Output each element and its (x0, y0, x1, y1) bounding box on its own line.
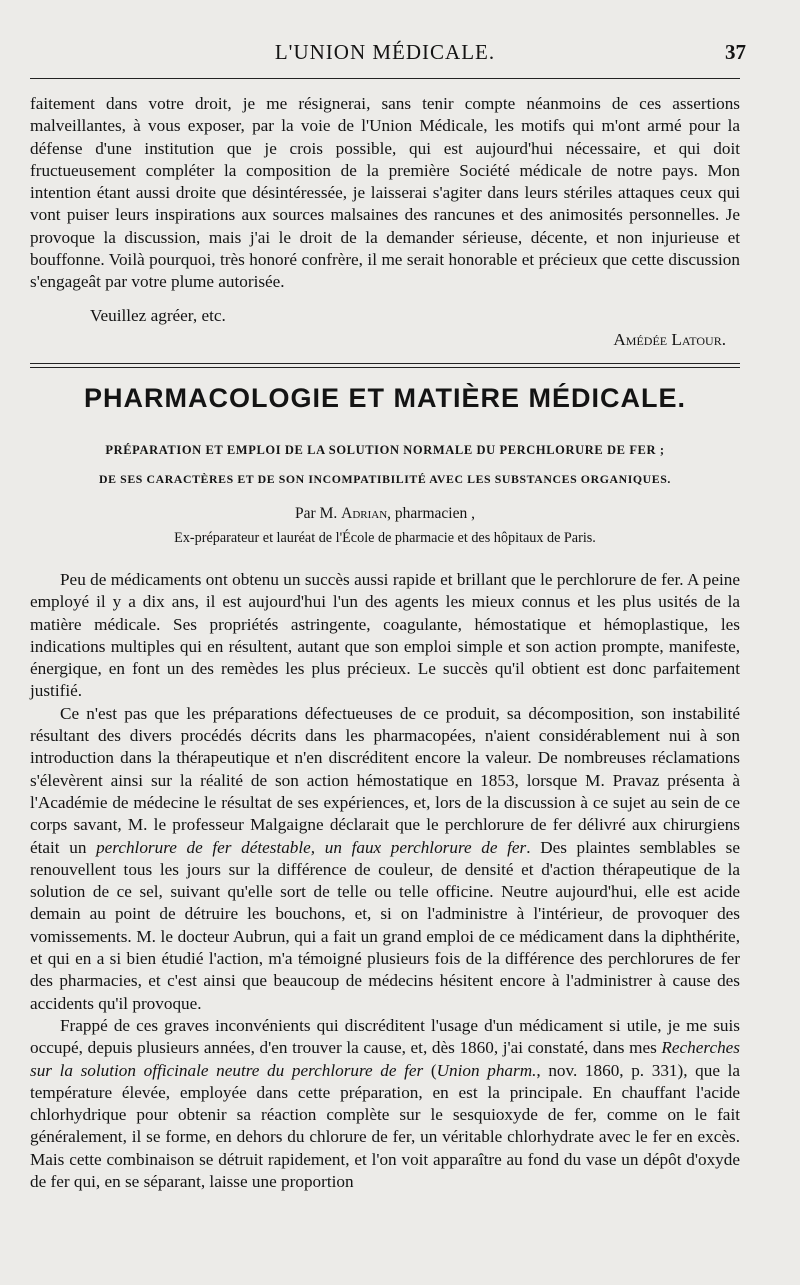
p3-text-c: , nov. 1860, p. 331), que la température élevée, employée dans cette préparation, en est la principale. En chauffant l'acide chlorhydrique pour obtenir sa réaction complète sur le sesquioxyde de fer, comme on le fait généralement, il se forme, en dehors du chlorure de fer, un véritable chlorhydrate avec le fer en excès. Mais cette combinaison se détruit rapidement, et l'on voit apparaître au fond du vase un dépôt d'oxyde de fer qui, en se séparant, laisse une proportion (30, 1060, 741, 1192)
letter-closing: Veuillez agréer, etc. (90, 306, 226, 325)
article-paragraph-2 (30, 703, 740, 1015)
section-subheading-1: PRÉPARATION ET EMPLOI DE LA SOLUTION NORMALE DU PERCHLORURE DE FER ; (105, 443, 665, 457)
letter-paragraph (30, 93, 740, 293)
p3-citation-title: Recherches sur la solution officinale neutre du perchlorure de fer (30, 1038, 740, 1080)
article-paragraph-1: Peu de médicaments ont obtenu un succès aussi rapide et brillant que le perchlorure de fer. A peine employé il y a dix ans, il est aujourd'hui l'un des agents les mieux connus et les plus usités de la matière médicale. Ses propriétés astringente, coagulante, hémostatique et hémoplastique, les indications multiples qui en résultent, autant que son emploi simple et son action prompte, manifeste, énergique, en font un des remèdes les plus précieux. Le succès qu'il obtient est donc parfaitement justifié. (30, 570, 740, 701)
p3-text-a: Frappé de ces graves inconvénients qui discréditent l'usage d'un médicament si utile, je me suis occupé, depuis plusieurs années, d'en trouver la cause, et, dès 1860, j'ai constaté, dans mes (30, 1015, 740, 1058)
p3-citation-journal: Union pharm. (436, 1060, 537, 1080)
byline-par: Par M. (295, 505, 342, 522)
section-subheading-2: DE SES CARACTÈRES ET DE SON INCOMPATIBILITÉ AVEC LES SUBSTANCES ORGANIQUES. (99, 472, 671, 486)
article-paragraph-3 (30, 1015, 740, 1193)
letter-text: faitement dans votre droit, je me résignerai, sans tenir compte néanmoins de ces assertions malveillantes, à vous exposer, par la voie de l'Union Médicale, les motifs qui m'ont armé pour la défense d'une institution que je crois possible, qui est aujourd'hui nécessaire, et qui doit fructueusement compléter la composition de la première Société médicale de notre pays. Mon intention étant aussi droite que désintéressée, je laisserai s'agiter dans leurs stériles attaques ceux qui vont puiser leurs inspirations aux sources malsaines des rancunes et des animosités personnelles. Je provoque la discussion, mais j'ai le droit de la demander sérieuse, décente, et non injurieuse et bouffonne. Voilà pourquoi, très honoré confrère, il me serait honorable et précieux que cette discussion s'engageât par votre plume autorisée. (30, 94, 740, 292)
author-byline (30, 505, 740, 523)
p2-text-b: . Des plaintes semblables se renouvellent tous les jours sur la différence de couleur, de densité et d'action thérapeutique de la solution de ce sel, suivant qu'elle sort de telle ou telle officine. Neutre aujourd'hui, elle est acide demain au point de détruire les bouchons, et, si on l'administre à l'intérieur, de provoquer des vomissements. M. le docteur Aubrun, qui a fait un grand emploi de ce médicament dans la diphthérite, et qui en a si bien étudié l'action, m'a témoigné plusieurs fois de la différence des perchlorures de fer des pharmacies, et c'est ainsi que beaucoup de médecins hésitent encore à l'administrer à cause des accidents qu'il provoque. (30, 837, 740, 1013)
p3-text-b: ( (423, 1060, 437, 1080)
author-affiliation: Ex-préparateur et lauréat de l'École de pharmacie et des hôpitaux de Paris. (174, 530, 596, 546)
article-body (30, 569, 740, 1193)
letter-signature: Amédée Latour. (613, 330, 726, 349)
p2-emphasis: perchlorure de fer détestable, un faux perchlorure de fer (96, 837, 527, 857)
section-title: PHARMACOLOGIE ET MATIÈRE MÉDICALE. (83, 383, 686, 413)
author-name: Adrian (341, 505, 388, 522)
running-title: L'UNION MÉDICALE. (274, 40, 496, 64)
running-header (30, 40, 746, 70)
header-rule (30, 78, 740, 79)
section-rule (30, 363, 740, 368)
page-number: 37 (725, 40, 746, 64)
page (30, 0, 746, 1285)
author-role: , pharmacien , (387, 505, 475, 522)
p2-text-a: Ce n'est pas que les préparations défectueuses de ce produit, sa décomposition, son instabilité résultant des divers procédés décrits dans les pharmacopées, n'aient considérablement nui à son introduction dans la thérapeutique et n'en discréditent encore la valeur. De nombreuses réclamations s'élevèrent ainsi sur la réalité de son action hémostatique en 1853, lorsque M. Pravaz présenta à l'Académie de médecine le résultat de ses expériences, et, lors de la discussion à ce sujet au sein de ce corps savant, M. le professeur Malgaigne déclarait que le perchlorure de fer délivré aux chirurgiens était un (30, 703, 740, 857)
